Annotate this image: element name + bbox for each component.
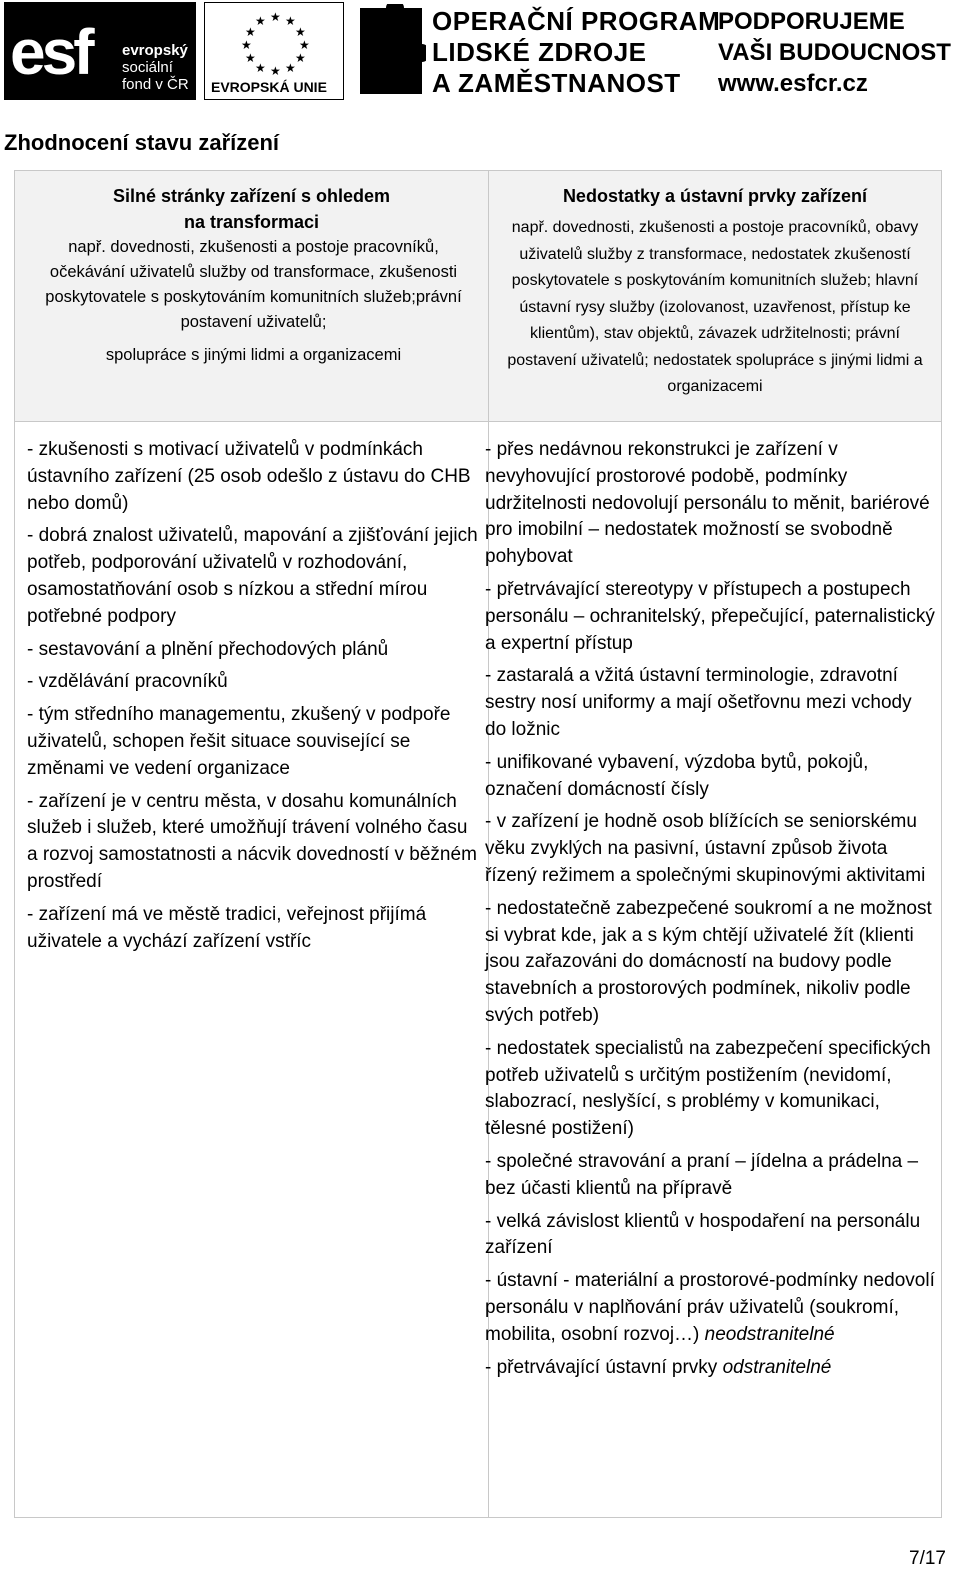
esf-text-line-2: sociální [122,59,173,76]
esf-text-line-1: evropský [122,42,188,59]
support-line-3: www.esfcr.cz [718,70,868,97]
svg-text:★: ★ [285,61,296,75]
svg-text:★: ★ [295,25,306,39]
right-header-title: Nedostatky a ústavní prvky zařízení [562,186,868,206]
list-item: - tým středního managementu, zkušený v podpoře uživatelů, schopen řešit situace související se změnami ve vedení organizace [27,704,451,779]
weaknesses-list [485,437,935,1387]
svg-text:★: ★ [245,51,256,65]
svg-text:★: ★ [245,25,256,39]
assessment-table [14,170,942,1518]
svg-text:★: ★ [255,14,266,28]
svg-text:★: ★ [285,14,296,28]
right-header-description: např. dovednosti, zkušenosti a postoje pracovníků, obavy uživatelů služby z transformace, nedostatek zkušeností poskytovatele s poskytováním komunitních služeb; hlavní ústavní rysy služby (izolovanost, uzavřenost, přístup ke klientům), stav objektů, závazek udržitelnosti; právní postavení uživatelů; nedostatek spolupráce s jinými lidmi a organizacemi [507,219,923,395]
list-item: - vzdělávání pracovníků [27,671,228,693]
list-item [485,1355,935,1382]
list-item: - sestavování a plnění přechodových plánů [27,638,389,660]
esf-logo-letters: esf [10,16,91,88]
list-item: - zařízení je v centru města, v dosahu komunálních služeb i služeb, které umožňují trávení volného času a rozvoj samostatnosti a nácvik dovedností v běžném prostředí [27,790,477,892]
list-item: - zkušenosti s motivací uživatelů v podmínkách ústavního zařízení (25 osob odešlo z ústavu do CHB nebo domů) [27,439,471,514]
eu-stars-icon [223,9,323,75]
list-item: - nedostatečně zabezpečené soukromí a ne možnost si vybrat kde, jak a s kým chtějí uživatelé žít (klienti jsou zařazováni do domácností na budovy podle stavebních a prostorových podmínek, nikoliv podle svých potřeb) [485,897,932,1026]
eu-caption: EVROPSKÁ UNIE [211,79,327,95]
list-item: - dobrá znalost uživatelů, mapování a zjišťování jejich potřeb, podporování uživatelů v rozhodování, osamostatňování osob s nízkou a střední mírou potřebné podpory [27,525,478,627]
eu-logo [204,2,344,100]
list-item: - unifikované vybavení, výzdoba bytů, pokojů, označení domácností čísly [485,751,869,800]
list-item-text: - ústavní - materiální a prostorové-podmínky nedovolí personálu v naplňování práv uživatelů (soukromí, mobilita, osobní rozvoj…) [485,1270,935,1345]
list-item: - zařízení má ve městě tradici, veřejnost přijímá uživatele a vychází zařízení vstříc [27,903,427,952]
list-item [485,1268,935,1348]
list-item: - přes nedávnou rekonstrukci je zařízení v nevyhovující prostorové podobě, podmínky udržitelnosti nedovolují personálu to měnit, bariérové pro imobilní – nedostatek možností se svobodně pohybovat [485,439,930,568]
list-item: - přetrvávající stereotypy v přístupech a postupech personálu – ochranitelský, přepečující, paternalistický a expertní přístup [485,578,935,654]
svg-text:★: ★ [255,61,266,75]
header-banner [0,0,960,102]
op-line-1: OPERAČNÍ PROGRAM [432,6,721,36]
svg-text:★: ★ [270,64,281,75]
puzzle-icon [356,4,426,98]
list-item: - společné stravování a praní – jídelna a prádelna – bez účasti klientů na přípravě [485,1150,919,1199]
support-text [718,6,951,99]
left-header-desc-text: např. dovednosti, zkušenosti a postoje pracovníků, očekávání uživatelů služby od transformace, zkušenosti poskytovatele s poskytováním komunitních služeb;právní postavení uživatelů; [45,238,462,331]
svg-text:★: ★ [299,38,310,52]
support-line-1: PODPORUJEME [718,8,905,35]
left-header-desc-text-2: spolupráce s jinými lidmi a organizacemi [105,346,402,364]
list-item: - nedostatek specialistů na zabezpečení specifických potřeb uživatelů s určitým postižením (nevidomí, slabozrací, neslyšící, s problémy v komunikaci, tělesné postižení) [485,1037,931,1140]
left-header-title [15,183,488,235]
op-line-3: A ZAMĚSTNANOST [432,68,681,98]
esf-logo-text [122,42,189,93]
page-number: 7/17 [909,1548,946,1569]
esf-logo [4,2,196,100]
op-title [432,6,720,99]
header-divider [15,421,941,422]
page-heading: Zhodnocení stavu zařízení [4,130,280,155]
list-item: - zastaralá a vžitá ústavní terminologie, zdravotní sestry nosí uniformy a mají ošetřovnu mezi vchody do ložnic [485,665,912,740]
strengths-list [27,437,479,961]
op-line-2: LIDSKÉ ZDROJE [432,37,647,67]
svg-text:★: ★ [270,10,281,24]
support-line-2: VAŠI BUDOUCNOST [718,39,951,66]
left-header-title-line-1: Silné stránky zařízení s ohledem [112,186,391,206]
list-item-text: - přetrvávající ústavní prvky [485,1356,723,1378]
svg-text:★: ★ [241,38,252,52]
esf-text-line-3: fond v ČR [122,76,189,93]
list-item: - v zařízení je hodně osob blížících se seniorskému věku zvyklých na pasivní, ústavní způsob života řízený režimem a společnými skupinovými aktivitami [485,811,926,886]
list-item-emphasis: odstranitelné [722,1356,832,1378]
left-header-description [31,235,476,368]
list-item-emphasis: neodstranitelné [704,1323,835,1345]
list-item: - velká závislost klientů v hospodaření na personálu zařízení [485,1210,921,1259]
left-header-title-line-2: na transformaci [183,212,320,232]
svg-text:★: ★ [295,51,306,65]
